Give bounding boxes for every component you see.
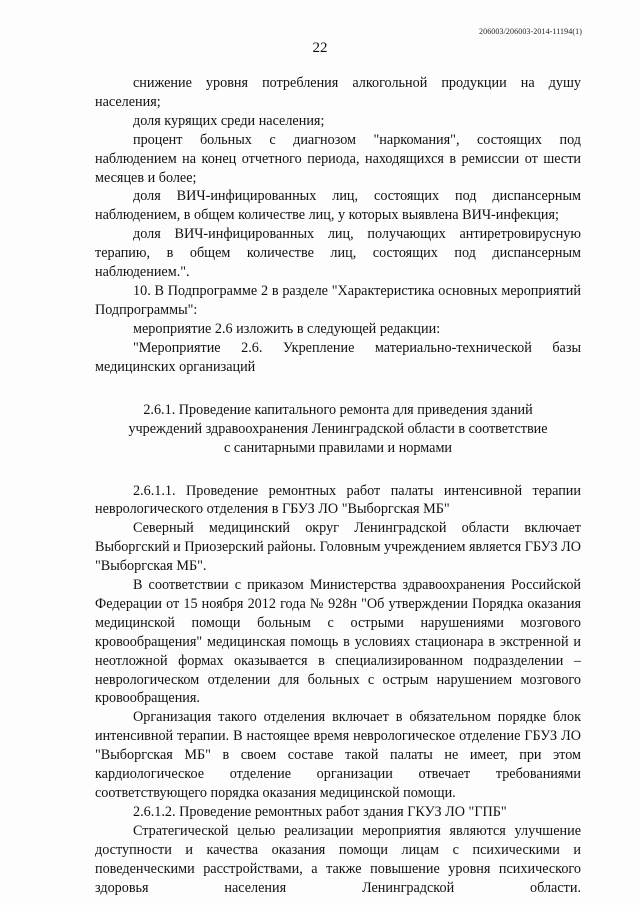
paragraph: доля ВИЧ-инфицированных лиц, состоящих под диспансерным наблюдением, в общем количестве лиц, у которых выявлена ВИЧ-инфекция;	[95, 188, 581, 224]
paragraph: Северный медицинский округ Ленинградской области включает Выборгский и Приозерский районы. Головным учреждением является ГБУЗ ЛО "Выборгская МБ".	[95, 520, 581, 575]
paragraph: 10. В Подпрограмме 2 в разделе "Характеристика основных мероприятий Подпрограммы":	[95, 282, 581, 318]
section-heading	[95, 401, 581, 458]
paragraph: доля курящих среди населения;	[133, 112, 325, 129]
paragraph: Стратегической целью реализации мероприятия являются улучшение доступности и качества оказания помощи лицам с психическими и поведенческими расстройствами, а также повышение уровня психического здоровья населения Ленинградской области.	[95, 822, 581, 896]
section-heading-line: учреждений здравоохранения Ленинградской области в соответствие	[128, 420, 548, 437]
paragraph: процент больных с диагнозом "наркомания", состоящих под наблюдением на конец отчетного периода, находящихся в ремиссии от шести месяцев и более;	[95, 131, 581, 186]
paragraph: 2.6.1.2. Проведение ремонтных работ здания ГКУЗ ЛО "ГПБ"	[133, 803, 507, 820]
paragraph: Организация такого отделения включает в обязательном порядке блок интенсивной терапии. В настоящее время неврологическое отделение ГБУЗ ЛО "Выборгская МБ" в своем составе такой палаты не имеет, при этом кардиологическое отделение организации отвечает требованиями соответствующего порядка оказания медицинской помощи.	[95, 709, 581, 801]
section-heading-line: 2.6.1. Проведение капитального ремонта для приведения зданий	[143, 401, 533, 418]
paragraph: снижение уровня потребления алкогольной продукции на душу населения;	[95, 75, 581, 110]
document-body	[95, 74, 581, 897]
paragraph: мероприятие 2.6 изложить в следующей редакции:	[133, 320, 441, 337]
page-number: 22	[312, 40, 328, 56]
document-id: 206003/206003-2014-11194(1)	[479, 27, 582, 36]
paragraph: "Мероприятие 2.6. Укрепление материально-технической базы медицинских организаций	[95, 339, 581, 375]
paragraph: В соответствии с приказом Министерства здравоохранения Российской Федерации от 15 ноября 2012 года № 928н "Об утверждении Порядка оказания медицинской помощи больным с острыми нарушениями мозгового кровообращения" медицинская помощь в условиях стационара в экстренной и неотложной формах оказывается в специализированном подразделении – неврологическом отделении для больных с острым нарушением мозгового кровообращения.	[95, 577, 581, 707]
paragraph: 2.6.1.1. Проведение ремонтных работ палаты интенсивной терапии неврологического отделения в ГБУЗ ЛО "Выборгская МБ"	[95, 482, 581, 518]
paragraph: доля ВИЧ-инфицированных лиц, получающих антиретровирусную терапию, в общем количестве лиц, состоящих под диспансерным наблюдением.".	[95, 226, 581, 281]
section-heading-line: с санитарными правилами и нормами	[223, 439, 453, 456]
